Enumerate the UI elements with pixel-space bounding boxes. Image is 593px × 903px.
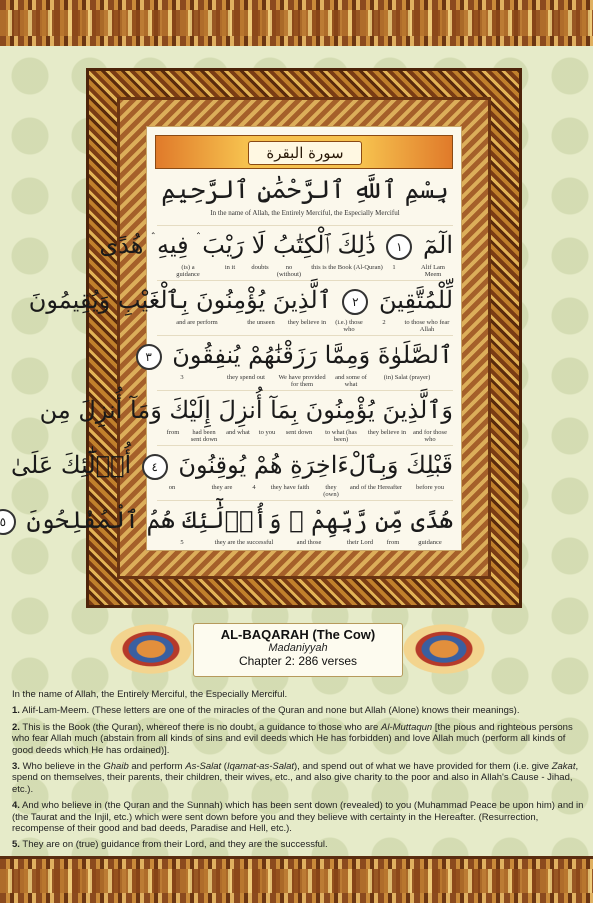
verse-number-marker: ٣ bbox=[136, 344, 162, 370]
chapter-title-card bbox=[193, 623, 403, 677]
translation-verse-3: 3. Who believe in the Ghaib and perform As-Salat (Iqamat-as-Salat), and spend out of what we have provided for them (i.e. give Zakat, spend on themselves, their parents, their children, their wives, etc., and also give charity to the poor and also in Allah's Cause - Jihad, etc.). bbox=[12, 761, 579, 795]
translation-intro: In the name of Allah, the Entirely Merciful, the Especially Merciful. bbox=[12, 689, 288, 700]
verse-arabic: ٱلصَّلَوٰةَ وَمِمَّا رَزَقْنَٰهُمْ يُنفِقُونَ ٣ bbox=[157, 336, 453, 374]
word-gloss: had been sent down bbox=[190, 429, 218, 443]
translation-verse-1: 1. Alif-Lam-Meem. (These letters are one of the miracles of the Quran and none but Allah (Alone) knows their meanings). bbox=[12, 705, 520, 717]
word-gloss: guidance bbox=[418, 539, 442, 546]
left-ornament bbox=[105, 621, 197, 677]
word-gloss: 1 bbox=[392, 264, 396, 271]
verse-number-marker: ٤ bbox=[142, 454, 168, 480]
word-gloss: (in) Salat (prayer) bbox=[383, 374, 431, 381]
word-gloss-row bbox=[157, 484, 453, 500]
translation-text bbox=[12, 689, 584, 856]
word-gloss: 3 bbox=[180, 374, 184, 381]
word-gloss-row bbox=[157, 264, 453, 280]
word-gloss: and some of what bbox=[335, 374, 367, 388]
word-gloss: to what (has been) bbox=[325, 429, 357, 443]
verse-line-2 bbox=[28, 280, 453, 333]
word-gloss: they spend out bbox=[227, 374, 265, 381]
word-gloss: to you bbox=[258, 429, 276, 436]
word-gloss: and those bbox=[296, 539, 322, 546]
word-gloss: their Lord bbox=[346, 539, 374, 546]
word-gloss: We have provided for them bbox=[278, 374, 326, 388]
word-gloss: no (without) bbox=[276, 264, 302, 278]
chapter-name: AL-BAQARAH (The Cow) bbox=[220, 627, 376, 642]
verse-line-6 bbox=[0, 500, 453, 546]
word-gloss: 2 bbox=[382, 319, 386, 326]
word-gloss: (i.e.) those who bbox=[335, 319, 363, 333]
translation-verse-4: 4. And who believe in (the Quran and the Sunnah) which has been sent down (revealed) to you (Muhammad Peace be upon him) and in (the Taurat and the Injil, etc.) which were sent down before you and they believe with certainty in the Hereafter. (Resurrection, recompense of their good and bad deeds, Paradise and Hell, etc.). bbox=[12, 800, 584, 835]
verse-line-5 bbox=[10, 445, 453, 498]
chapter-title-box bbox=[105, 621, 490, 677]
chapter-verse-count: Chapter 2: 286 verses bbox=[238, 654, 358, 668]
translation-verse-5: 5. They are on (true) guidance from their Lord, and they are the successful. bbox=[12, 839, 328, 851]
right-ornament bbox=[398, 621, 490, 677]
basmala-translation: In the name of Allah, the Entirely Merciful, the Especially Merciful bbox=[210, 209, 400, 217]
verse-number-marker: ١ bbox=[386, 234, 412, 260]
word-gloss-row bbox=[157, 319, 453, 335]
verse-line-1 bbox=[99, 225, 453, 278]
word-gloss: they (own) bbox=[323, 484, 339, 498]
word-gloss: and are perform bbox=[176, 319, 218, 326]
word-gloss: before you bbox=[416, 484, 444, 491]
word-gloss: in it bbox=[224, 264, 236, 271]
word-gloss-row bbox=[157, 374, 453, 390]
word-gloss: sent down bbox=[285, 429, 313, 436]
word-gloss: doubts bbox=[251, 264, 269, 271]
translation-verse-2: 2. This is the Book (the Quran), whereof there is no doubt, a guidance to those who are Al-Muttaqun [the pious and righteous persons who fear Allah much (abstain from all kinds of sins and evil deeds which He has forbidden) and love Allah much (perform all kinds of good deeds which He has ordained)]. bbox=[12, 721, 573, 756]
word-gloss-row bbox=[157, 539, 453, 555]
word-gloss: this is the Book (Al-Quran) bbox=[311, 264, 383, 271]
verse-arabic: هُدًى مِّن رَّبِّهِمْ ۖ وَأُو۟لَٰٓئِكَ هُمُ ٱلْمُفْلِحُونَ ٥ bbox=[157, 501, 453, 539]
word-gloss: and what bbox=[226, 429, 250, 436]
word-gloss: they believe in bbox=[367, 429, 407, 436]
verse-arabic: لِّلْمُتَّقِينَ ٢ ٱلَّذِينَ يُؤْمِنُونَ بِٱلْغَيْبِ وَيُقِيمُونَ bbox=[28, 286, 453, 314]
verse-number-marker: ٥ bbox=[0, 509, 16, 535]
verse-arabic: قَبْلِكَ وَبِٱلْءَاخِرَةِ هُمْ يُوقِنُونَ ٤ أُو۟لَٰٓئِكَ عَلَىٰ bbox=[10, 451, 453, 479]
top-ornamental-border bbox=[0, 0, 593, 49]
bottom-ornamental-border bbox=[0, 856, 593, 903]
verse-arabic: وَٱلَّذِينَ يُؤْمِنُونَ بِمَآ أُنزِلَ إِلَيْكَ وَمَآ أُنزِلَ مِن bbox=[39, 396, 453, 424]
surah-name-arabic: سورة البقرة bbox=[248, 141, 362, 165]
word-gloss: from bbox=[386, 539, 400, 546]
verse-arabic: الٓمٓ ١ ذَٰلِكَ ٱلْكِتَٰبُ لَا رَيْبَ ۛ فِيهِ ۛ هُدًى bbox=[99, 231, 453, 259]
word-gloss: to those who fear Allah bbox=[404, 319, 450, 333]
surah-header bbox=[155, 135, 453, 169]
word-gloss: they are the successful bbox=[214, 539, 274, 546]
word-gloss: they have faith bbox=[270, 484, 310, 491]
word-gloss: (is) a guidance bbox=[176, 264, 200, 278]
verse-number-marker: ٢ bbox=[342, 289, 368, 315]
verse-line-4 bbox=[39, 390, 453, 443]
word-gloss: 5 bbox=[180, 539, 184, 546]
quran-page bbox=[0, 126, 462, 551]
word-gloss: the unseen bbox=[247, 319, 275, 326]
word-gloss: they are bbox=[211, 484, 233, 491]
word-gloss: and of the Hereafter bbox=[349, 484, 403, 491]
revelation-place: Madaniyyah bbox=[268, 642, 328, 654]
verse-line-3 bbox=[145, 335, 453, 388]
word-gloss: 4 bbox=[252, 484, 256, 491]
word-gloss-row bbox=[157, 429, 453, 445]
word-gloss: Alif Lam Meem bbox=[420, 264, 445, 278]
basmala-arabic: بِسْمِ ٱللَّهِ ٱلرَّحْمَٰنِ ٱلرَّحِيمِ bbox=[161, 175, 449, 204]
word-gloss: they believe in bbox=[287, 319, 327, 326]
word-gloss: on bbox=[168, 484, 176, 491]
word-gloss: from bbox=[166, 429, 180, 436]
word-gloss: and for those who bbox=[413, 429, 447, 443]
